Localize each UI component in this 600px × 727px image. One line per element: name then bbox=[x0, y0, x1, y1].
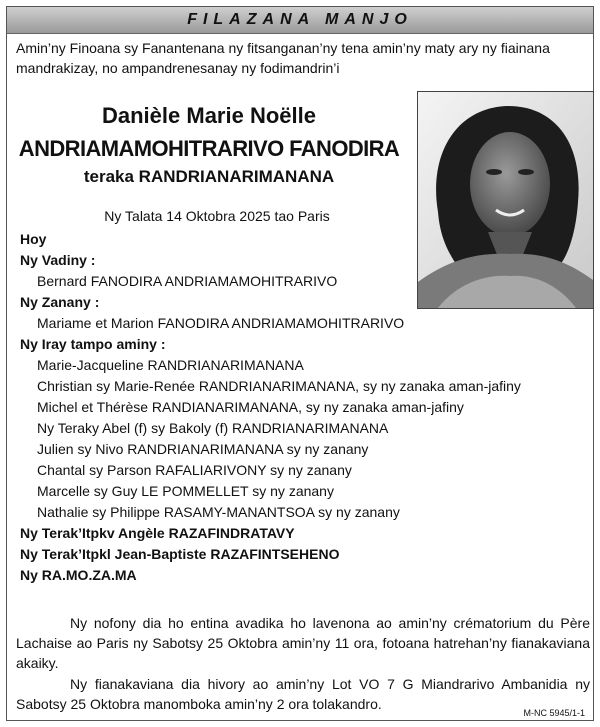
list-item: Christian sy Marie-Renée RANDRIANARIMANANA, sy ny zanaka aman-jafiny bbox=[37, 378, 521, 394]
spouse-heading: Ny Vadiny : bbox=[20, 252, 96, 268]
list-item: Nathalie sy Philippe RASAMY-MANANTSOA sy ny zanany bbox=[37, 504, 400, 520]
notice-title: FILAZANA MANJO bbox=[187, 11, 413, 28]
obituary-notice bbox=[6, 6, 594, 721]
deceased-surname: ANDRIAMAMOHITRARIVO FANODIRA bbox=[18, 136, 400, 161]
intro-text: Amin’ny Finoana sy Fanantenana ny fitsanganan’ny tena amin’ny maty ary ny fiainana mandrakizay, no ampandrenesanay ny fodimandrin’i bbox=[16, 40, 550, 76]
list-item: Marie-Jacqueline RANDRIANARIMANANA bbox=[37, 357, 304, 373]
list-item: Mariame et Marion FANODIRA ANDRIAMAMOHITRARIVO bbox=[37, 315, 405, 331]
hoy-label: Hoy bbox=[20, 231, 47, 247]
siblings-heading: Ny Iray tampo aminy : bbox=[20, 336, 166, 352]
death-notice: Ny Talata 14 Oktobra 2025 tao Paris bbox=[104, 208, 330, 224]
gathering-paragraph: Ny fianakaviana dia hivory ao amin’ny Lot VO 7 G Miandrarivo Ambanidia ny Sabotsy 25 Oktobra manomboka amin’ny 2 ora tolakandro. bbox=[16, 676, 590, 712]
deceased-maiden-name: teraka RANDRIANARIMANANA bbox=[83, 167, 335, 186]
reference-code: M-NC 5945/1-1 bbox=[523, 708, 585, 718]
children-heading: Ny Zanany : bbox=[20, 294, 100, 310]
relatives-line: Ny Terak’Itpkl Jean-Baptiste RAZAFINTSEHENO bbox=[20, 546, 340, 562]
relatives-line: Ny RA.MO.ZA.MA bbox=[20, 567, 137, 583]
family-list bbox=[20, 229, 590, 586]
list-item: Marcelle sy Guy LE POMMELLET sy ny zanany bbox=[37, 483, 334, 499]
list-item: Chantal sy Parson RAFALIARIVONY sy ny zanany bbox=[37, 462, 352, 478]
list-item: Ny Teraky Abel (f) sy Bakoly (f) RANDRIANARIMANANA bbox=[37, 420, 389, 436]
list-item: Michel et Thérèse RANDIANARIMANANA, sy ny zanaka aman-jafiny bbox=[37, 399, 464, 415]
notice-header bbox=[7, 7, 593, 34]
relatives-line: Ny Terak’Itpkv Angèle RAZAFINDRATAVY bbox=[20, 525, 295, 541]
list-item: Julien sy Nivo RANDRIANARIMANANA sy ny zanany bbox=[37, 441, 369, 457]
cremation-paragraph: Ny nofony dia ho entina avadika ho lavenona ao amin’ny crématorium du Père Lachaise ao Paris ny Sabotsy 25 Oktobra amin’ny 11 ora, fotoana hatrehan’ny fianakaviana akaiky. bbox=[16, 615, 590, 671]
list-item: Bernard FANODIRA ANDRIAMAMOHITRARIVO bbox=[37, 273, 338, 289]
deceased-first-names: Danièle Marie Noëlle bbox=[102, 103, 316, 128]
